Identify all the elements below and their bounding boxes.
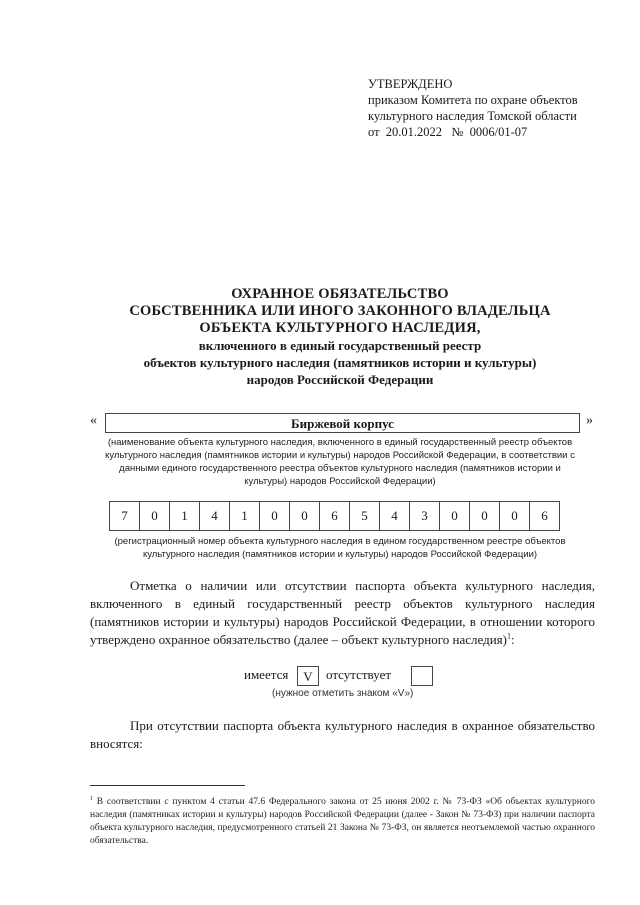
absence-paragraph: При отсутствии паспорта объекта культурного наследия в охранное обязательство вносятся:: [90, 718, 595, 751]
reg-digit: 5: [349, 501, 380, 531]
note-line: (наименование объекта культурного наследия, включенного в единый государственный реестр объектов: [107, 437, 573, 448]
reg-digit: 3: [409, 501, 440, 531]
note-line: культурного наследия (памятников истории и культуры) народов Российской Федерации): [142, 549, 538, 560]
title-line: включенного в единый государственный реестр: [198, 338, 482, 353]
title-line: объектов культурного наследия (памятников истории и культуры): [143, 355, 537, 370]
has-passport-label: имеется: [244, 667, 289, 682]
registration-number-note: [95, 535, 585, 561]
approval-date-number: от 20.01.2022 № 0006/01-07: [368, 125, 528, 139]
approval-heading: УТВЕРЖДЕНО: [368, 77, 453, 91]
registration-number: [110, 501, 560, 531]
reg-digit: 4: [379, 501, 410, 531]
approval-block: [368, 76, 578, 140]
passport-paragraph: [90, 577, 595, 649]
reg-digit: 1: [169, 501, 200, 531]
footnote-divider: [90, 785, 245, 786]
footnote-mark: 1: [90, 796, 93, 802]
note-line: данными единого государственного реестра объектов культурного наследия (памятников истории и: [119, 463, 561, 474]
quote-open: «: [90, 413, 97, 428]
reg-digit: 6: [529, 501, 560, 531]
reg-digit: 7: [109, 501, 140, 531]
reg-digit: 0: [259, 501, 290, 531]
footnote-text: В соответствии с пунктом 4 статьи 47.6 Федерального закона от 25 июня 2002 г. № 73-ФЗ «Об объектах культурного наследия (памятниках истории и культуры) народов Российской Федерации (далее - Закон № 73-ФЗ) при наличии паспорта объекта культурного наследия, предусмотренного статьей 21 Закона № 73-ФЗ, он является неотъемлемой частью охранного обязательства.: [90, 797, 595, 847]
no-passport-label: отсутствует: [326, 667, 392, 682]
approval-line: приказом Комитета по охране объектов: [368, 93, 578, 107]
note-line: культуры) народов Российской Федерации): [244, 476, 436, 487]
approval-line: культурного наследия Томской области: [368, 109, 577, 123]
checkbox-hint: (нужное отметить знаком «V»): [272, 688, 414, 699]
quote-close: »: [586, 413, 593, 428]
has-passport-checkbox[interactable]: V: [297, 666, 319, 686]
reg-digit: 0: [469, 501, 500, 531]
title-line: СОБСТВЕННИКА ИЛИ ИНОГО ЗАКОННОГО ВЛАДЕЛЬЦА: [129, 303, 551, 319]
passport-text: Отметка о наличии или отсутствии паспорта объекта культурного наследия, включенного в единый государственный реестр объектов культурного наследия (памятников истории и культуры) народов Российской Федерации, в отношении которого утверждено охранное обязательство (далее – объект культурного наследия): [90, 578, 595, 647]
reg-digit: 0: [439, 501, 470, 531]
reg-digit: 0: [289, 501, 320, 531]
title-line: ОБЪЕКТА КУЛЬТУРНОГО НАСЛЕДИЯ,: [199, 320, 481, 336]
reg-digit: 6: [319, 501, 350, 531]
object-name-note: [95, 436, 585, 488]
document-title: [60, 286, 620, 388]
title-line: народов Российской Федерации: [246, 372, 434, 387]
object-name-field: Биржевой корпус: [105, 413, 580, 433]
no-passport-checkbox[interactable]: [411, 666, 433, 686]
reg-digit: 0: [139, 501, 170, 531]
passport-colon: :: [510, 632, 515, 647]
reg-digit: 4: [199, 501, 230, 531]
reg-digit: 1: [229, 501, 260, 531]
reg-digit: 0: [499, 501, 530, 531]
note-line: (регистрационный номер объекта культурного наследия в едином государственном реестре объектов: [114, 536, 566, 547]
note-line: культурного наследия (памятников истории и культуры) народов Российской Федерации, в соответствии с: [105, 450, 575, 461]
footnote-ref: 1: [506, 631, 511, 641]
title-line: ОХРАННОЕ ОБЯЗАТЕЛЬСТВО: [231, 286, 449, 302]
footnote: [90, 793, 595, 848]
